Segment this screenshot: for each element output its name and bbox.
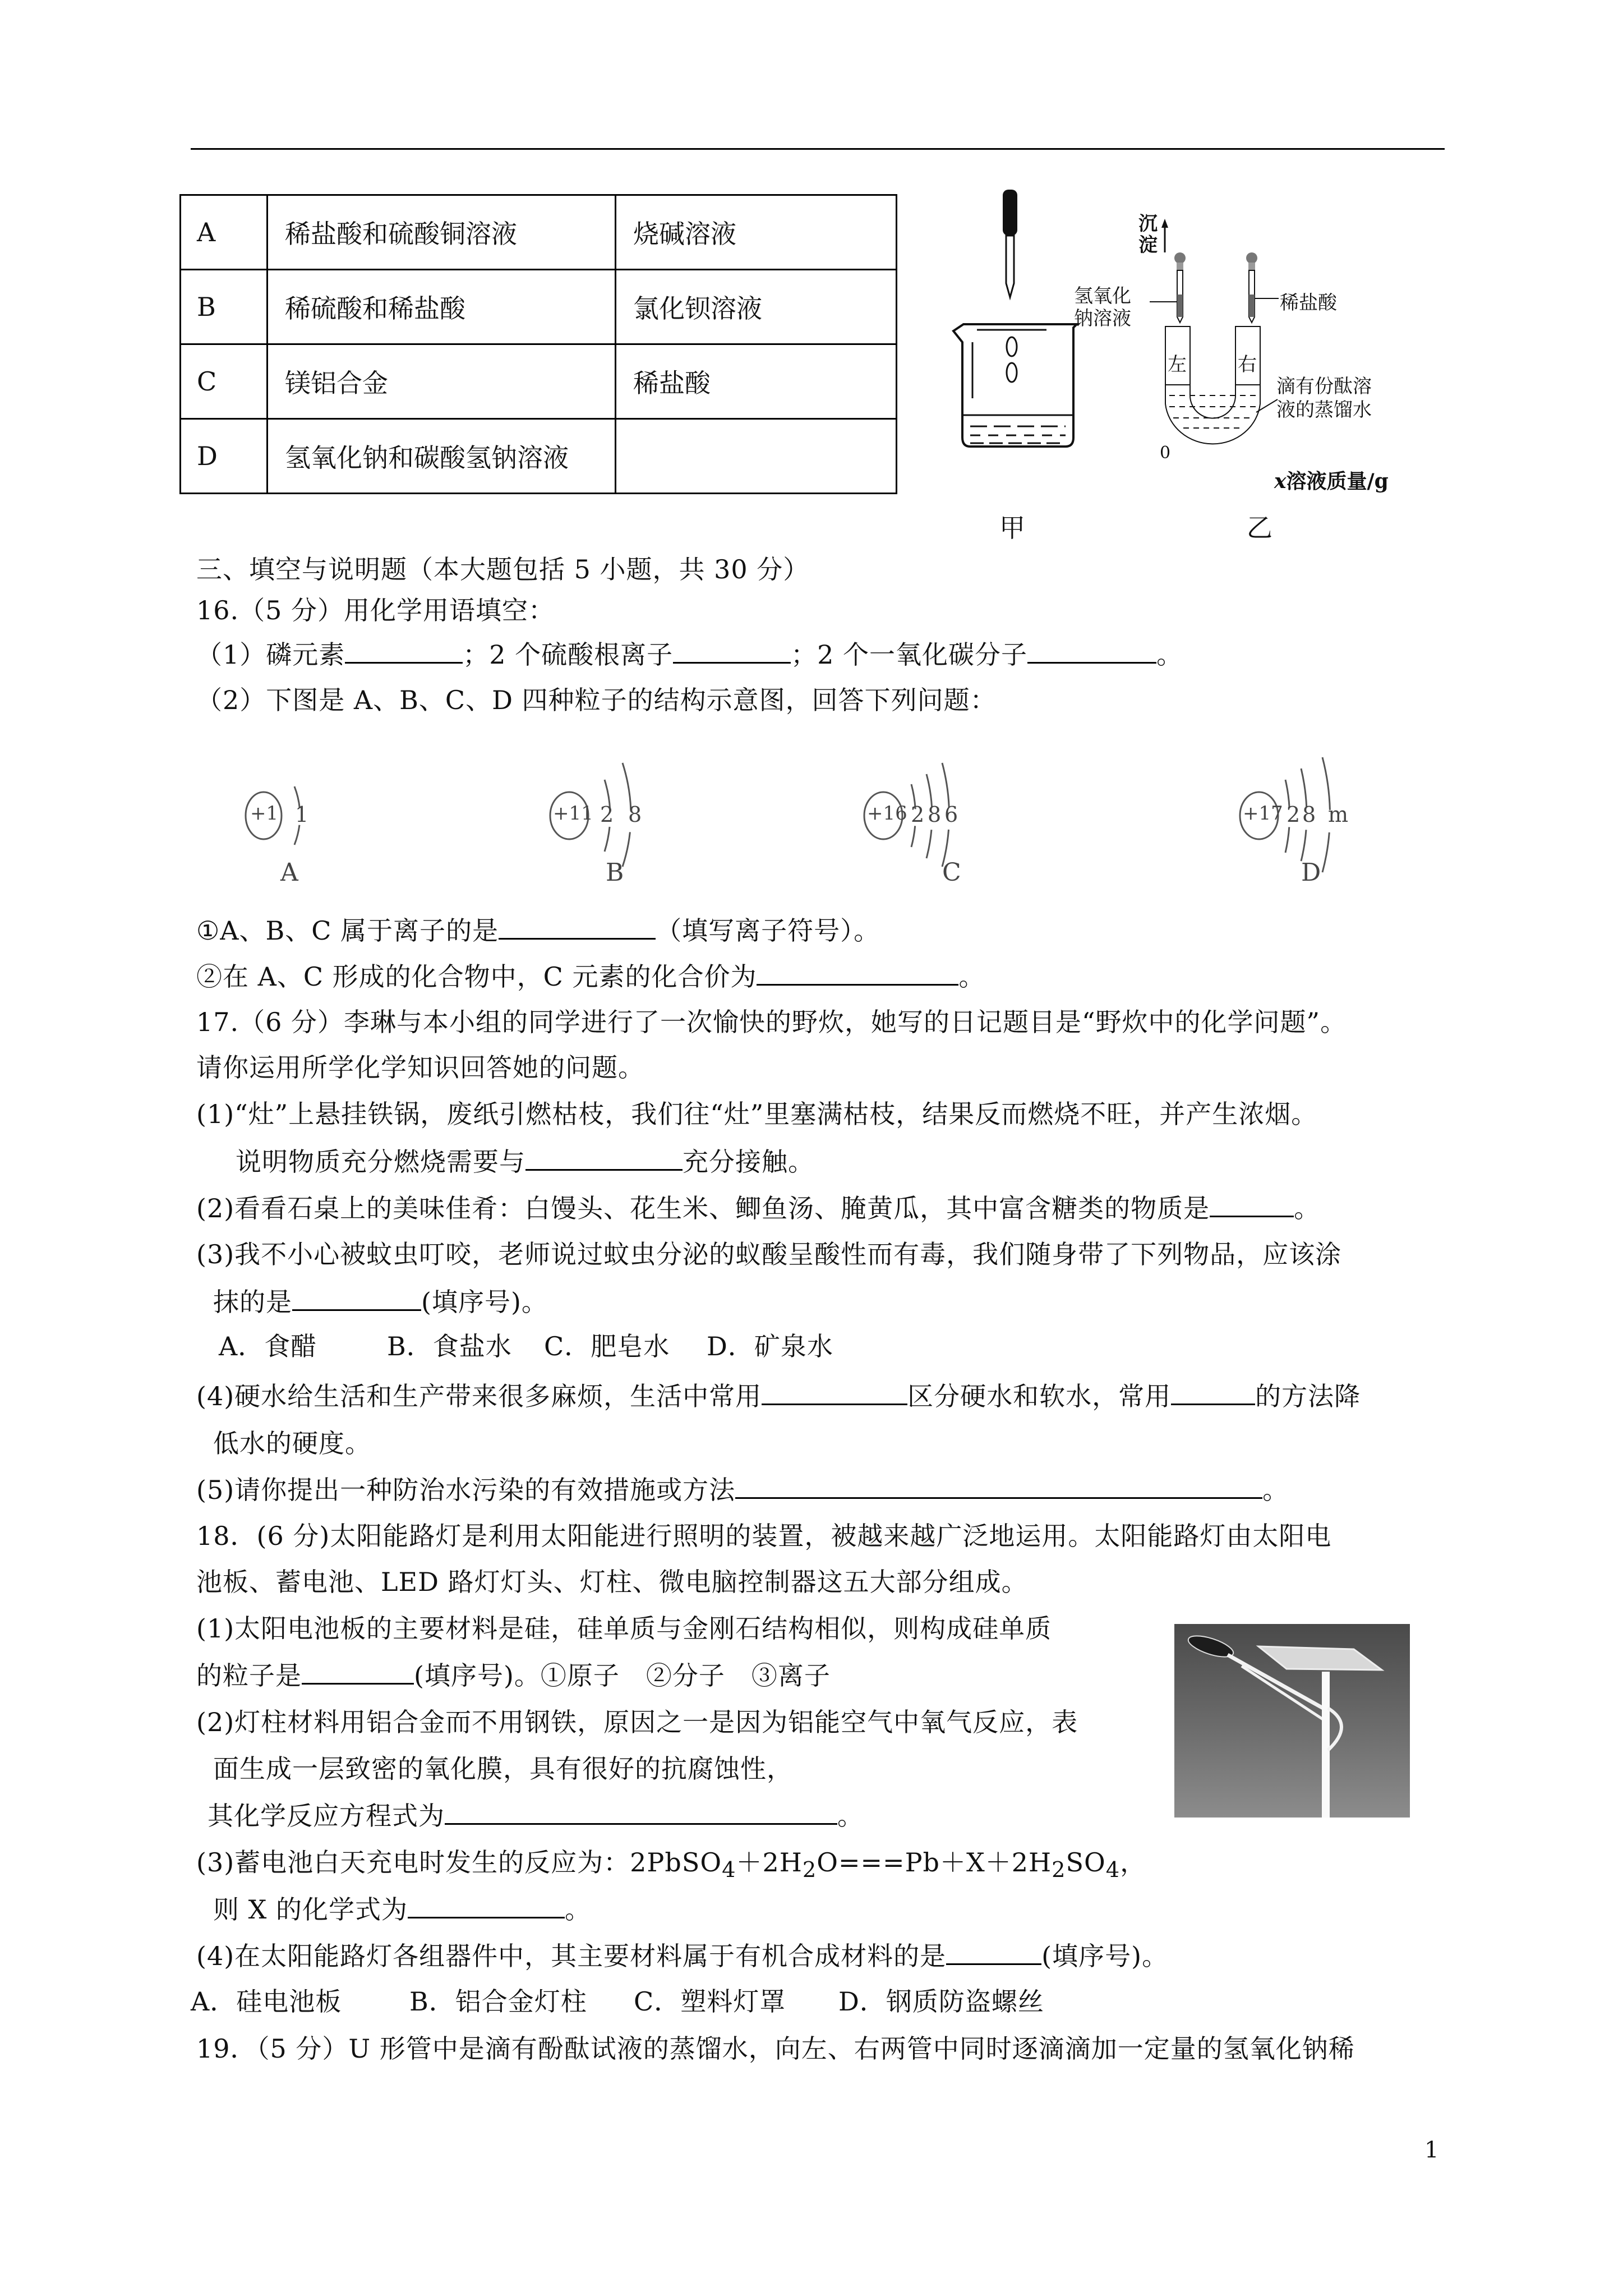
q17-part4-cont: 低水的硬度。 [213, 1428, 371, 1458]
naoh-label [1074, 285, 1131, 330]
q18-option-b: B．铝合金灯柱 [409, 1986, 587, 2017]
atom-b-shell-1: 2 [600, 802, 614, 827]
answer-blank-particle[interactable] [302, 1658, 414, 1685]
u-tube-illustration [1077, 202, 1469, 516]
table-row [181, 419, 897, 494]
q17-p5-end: 。 [1262, 1475, 1289, 1505]
q18-option-d: D．钢质防盗螺丝 [838, 1986, 1044, 2017]
liquid-label-line1: 滴有份酞溶 [1276, 375, 1372, 398]
q18-p4-text-b: (填序号)。 [1041, 1941, 1169, 1971]
q16-s2-end: 。 [958, 961, 985, 992]
q16-sub1 [196, 913, 880, 947]
x-axis-label [1274, 466, 1389, 494]
q18-part3 [196, 1846, 1146, 1887]
q17-p2-text: (2)看看石桌上的美味佳肴：白馒头、花生米、鲫鱼汤、腌黄瓜，其中富含糖类的物质是 [196, 1193, 1210, 1223]
q17-part5 [196, 1473, 1289, 1507]
atom-d-shell-1: 2 [1287, 802, 1301, 827]
naoh-label-line1: 氢氧化 [1074, 285, 1131, 307]
answer-blank-ions[interactable] [499, 913, 656, 940]
answer-blank-sulfate[interactable] [673, 637, 791, 664]
q18-p2c-text: 其化学反应方程式为 [208, 1801, 445, 1831]
naoh-label-line2: 钠溶液 [1074, 307, 1131, 330]
row-reagent [616, 419, 897, 494]
q17-p3b-text-a: 抹的是 [213, 1287, 292, 1317]
figure-yi-caption: 乙 [1247, 513, 1272, 543]
atom-b-label: B [606, 858, 624, 887]
y-axis-label [1138, 213, 1158, 256]
atom-c-nucleus: +16 [867, 802, 907, 825]
q18-p3-text-d: SO [1066, 1847, 1106, 1878]
q18-p3-text-a: (3)蓄电池白天充电时发生的反应为：2PbSO [196, 1847, 722, 1878]
q17-part3-cont [213, 1285, 548, 1319]
q18-part1: (1)太阳电池板的主要材料是硅，硅单质与金刚石结构相似，则构成硅单质 [196, 1613, 1052, 1644]
liquid-label-line2: 液的蒸馏水 [1276, 399, 1372, 421]
q18-option-a: A．硅电池板 [191, 1986, 342, 2017]
q17-p5-text: (5)请你提出一种防治水污染的有效措施或方法 [196, 1475, 736, 1505]
q17-part3: (3)我不小心被蚊虫叮咬，老师说过蚊虫分泌的蚁酸呈酸性而有毒，我们随身带了下列物品，应该涂 [196, 1239, 1342, 1269]
q17-part2 [196, 1191, 1320, 1225]
q18-part2-equation [208, 1798, 864, 1833]
row-letter: B [181, 270, 268, 344]
section-heading: 三、填空与说明题（本大题包括 5 小题，共 30 分） [196, 554, 810, 585]
answer-blank-x-formula[interactable] [408, 1892, 565, 1918]
q16-p1-text-b: ；2 个硫酸根离子 [463, 639, 674, 670]
hcl-label: 稀盐酸 [1280, 292, 1337, 314]
figure-jia-caption: 甲 [999, 513, 1025, 543]
atom-b-nucleus: +11 [553, 802, 593, 825]
q17-title: 17.（6 分）李琳与本小组的同学进行了一次愉快的野炊，她写的日记题目是“野炊中的化学问题”。 [196, 1007, 1347, 1037]
y-axis-label-line2: 淀 [1138, 234, 1158, 256]
answer-blank-co[interactable] [1027, 637, 1156, 664]
q16-s2-text-a: ②在 A、C 形成的化合物中，C 元素的化合价为 [196, 961, 757, 992]
row-reagent: 烧碱溶液 [616, 195, 897, 270]
q16-p1-text-a: （1）磷元素 [196, 639, 345, 670]
q17-part4 [196, 1379, 1361, 1413]
row-letter: D [181, 419, 268, 494]
reagent-table [179, 194, 897, 494]
x-axis-variable: x [1274, 470, 1287, 493]
answer-blank-organic[interactable] [946, 1939, 1041, 1965]
atom-c-label: C [942, 858, 961, 887]
table-row [181, 195, 897, 270]
atom-a-nucleus: +1 [250, 802, 279, 825]
q18-p3-text-e: ， [1120, 1847, 1147, 1878]
q17-option-d: D．矿泉水 [707, 1331, 833, 1361]
street-light-illustration [1174, 1624, 1410, 1818]
q16-sub2 [196, 959, 985, 993]
subscript: 2 [802, 1857, 817, 1883]
answer-blank-ointment[interactable] [292, 1285, 421, 1311]
atom-b-shell-2: 8 [628, 802, 642, 827]
q17-part1-cont [236, 1144, 814, 1179]
right-arm-label: 右 [1238, 353, 1257, 376]
answer-blank-distinguish[interactable] [762, 1379, 907, 1405]
atom-a-label: A [280, 858, 298, 887]
q17-title-cont: 请你运用所学化学知识回答她的问题。 [196, 1052, 644, 1083]
atom-c-shell-1: 2 [911, 802, 925, 827]
row-mixture: 镁铝合金 [268, 344, 616, 419]
row-reagent: 稀盐酸 [616, 344, 897, 419]
q18-p3b-text: 则 X 的化学式为 [213, 1894, 408, 1925]
beaker-dropper-illustration [948, 180, 1094, 494]
q17-p2-end: 。 [1294, 1193, 1321, 1223]
page-number: 1 [1424, 2137, 1439, 2163]
q16-p1-text-c: ；2 个一氧化碳分子 [791, 639, 1028, 670]
q16-title: 16.（5 分）用化学用语填空： [196, 595, 555, 625]
origin-label: 0 [1160, 443, 1171, 463]
q17-p4-text-c: 的方法降 [1255, 1381, 1361, 1411]
answer-blank-equation[interactable] [445, 1798, 837, 1825]
row-mixture: 稀盐酸和硫酸铜溶液 [268, 195, 616, 270]
q18-part1-cont [196, 1658, 831, 1692]
atom-d-shell-3: m [1328, 802, 1349, 827]
table-row [181, 344, 897, 419]
q18-p4-text-a: (4)在太阳能路灯各组器件中，其主要材料属于有机合成材料的是 [196, 1941, 947, 1971]
atom-diagram-b [522, 746, 735, 892]
q18-title: 18．(6 分)太阳能路灯是利用太阳能进行照明的装置，被越来越广泛地运用。太阳能路灯由太阳电 [196, 1521, 1332, 1551]
x-axis-text: 溶液质量/g [1286, 470, 1389, 493]
atom-a-shell-1: 1 [295, 802, 309, 827]
atom-d-shell-2: 8 [1302, 802, 1316, 827]
figure-yi [1074, 202, 1469, 543]
answer-blank-pollution[interactable] [735, 1473, 1262, 1499]
q18-options [191, 1985, 1044, 2018]
answer-blank-valence[interactable] [757, 959, 958, 986]
q17-p3b-text-b: (填序号)。 [421, 1287, 548, 1317]
q18-part4 [196, 1939, 1168, 1973]
atom-d-nucleus: +17 [1243, 802, 1283, 825]
answer-blank-softening[interactable] [1171, 1379, 1255, 1405]
q18-title-cont: 池板、蓄电池、LED 路灯灯头、灯柱、微电脑控制器这五大部分组成。 [196, 1567, 1028, 1597]
q17-options [219, 1329, 833, 1363]
q16-part2: （2）下图是 A、B、C、D 四种粒子的结构示意图，回答下列问题： [196, 685, 997, 715]
atom-d-label: D [1301, 858, 1321, 887]
q17-option-b: B．食盐水 [387, 1331, 512, 1361]
q17-part1: (1)“灶”上悬挂铁锅，废纸引燃枯枝，我们往“灶”里塞满枯枝，结果反而燃烧不旺，并产生浓烟。 [196, 1099, 1318, 1129]
subscript: 2 [1052, 1857, 1066, 1883]
row-mixture: 稀硫酸和稀盐酸 [268, 270, 616, 344]
row-letter: A [181, 195, 268, 270]
figure-jia [948, 180, 1094, 543]
answer-blank-oxygen[interactable] [525, 1144, 683, 1171]
q17-p1b-text-b: 充分接触。 [683, 1147, 814, 1177]
atom-diagram-a [224, 746, 437, 892]
q19-title: 19．（5 分）U 形管中是滴有酚酞试液的蒸馏水，向左、右两管中同时逐滴滴加一定量的氢氧化钠稀 [196, 2033, 1355, 2064]
atom-c-shell-2: 8 [928, 802, 942, 827]
q17-option-c: C．肥皂水 [544, 1331, 670, 1361]
q18-p3-text-b: ＋2H [736, 1847, 803, 1878]
answer-blank-carbohydrate[interactable] [1210, 1191, 1294, 1217]
q17-p4-text-b: 区分硬水和软水，常用 [907, 1381, 1172, 1411]
q16-part1 [196, 637, 1183, 671]
row-reagent: 氯化钡溶液 [616, 270, 897, 344]
q17-option-a: A．食醋 [219, 1331, 317, 1361]
q18-p1b-text-b: (填序号)。①原子 ②分子 ③离子 [414, 1660, 831, 1691]
q18-part3-cont [213, 1892, 591, 1926]
q18-p3b-end: 。 [565, 1894, 591, 1925]
left-arm-label: 左 [1168, 353, 1187, 376]
atom-c-shell-3: 6 [944, 802, 958, 827]
q18-p3-text-c: O===Pb＋X＋2H [817, 1847, 1052, 1878]
row-letter: C [181, 344, 268, 419]
q18-p2c-end: 。 [837, 1801, 864, 1831]
q18-p1b-text-a: 的粒子是 [196, 1660, 302, 1691]
subscript: 4 [1105, 1857, 1121, 1883]
q18-option-c: C．塑料灯罩 [634, 1986, 786, 2017]
header-rule [191, 148, 1445, 150]
answer-blank-phosphorus[interactable] [345, 637, 463, 664]
q16-s1-text-b: （填写离子符号）。 [656, 915, 880, 946]
q17-p1b-text-a: 说明物质充分燃烧需要与 [236, 1147, 525, 1177]
q16-p1-end: 。 [1156, 639, 1183, 670]
q16-s1-text-a: ①A、B、C 属于离子的是 [196, 915, 499, 946]
y-axis-label-line1: 沉 [1138, 213, 1158, 235]
q18-part2-cont: 面生成一层致密的氧化膜，具有很好的抗腐蚀性， [213, 1754, 793, 1784]
phenolphthalein-water-label [1276, 375, 1372, 422]
row-mixture: 氢氧化钠和碳酸氢钠溶液 [268, 419, 616, 494]
table-row [181, 270, 897, 344]
subscript: 4 [722, 1857, 736, 1883]
q18-part2: (2)灯柱材料用铝合金而不用钢铁，原因之一是因为铝能空气中氧气反应，表 [196, 1707, 1078, 1737]
solar-street-light-photo [1174, 1624, 1410, 1818]
q17-p4-text-a: (4)硬水给生活和生产带来很多麻烦，生活中常用 [196, 1381, 762, 1411]
